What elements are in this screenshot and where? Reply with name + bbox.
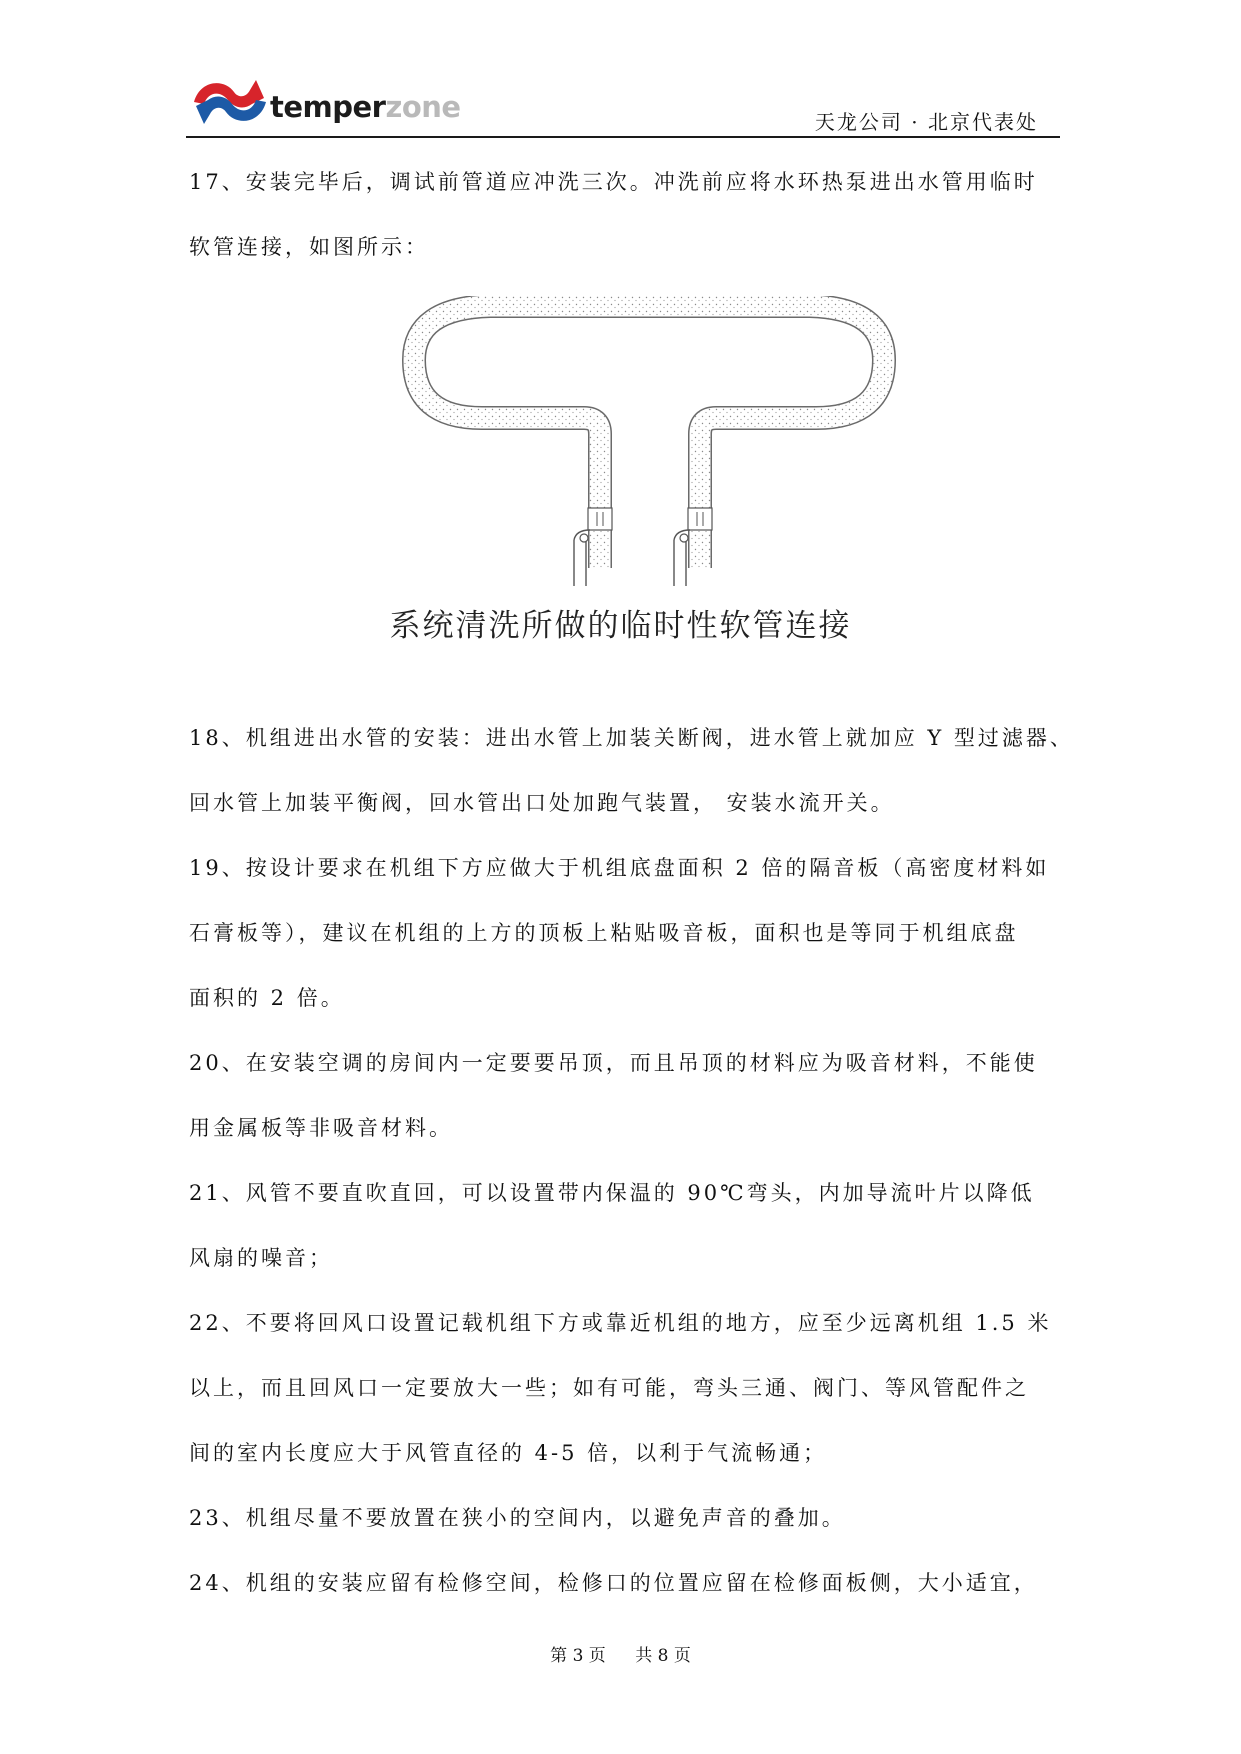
text-line: 24、机组的安装应留有检修空间，检修口的位置应留在检修面板侧，大小适宜， xyxy=(189,1571,1038,1595)
page-number: 第 3 页 xyxy=(550,1646,606,1666)
text-line: 22、不要将回风口设置记载机组下方或靠近机组的地方，应至少远离机组 1.5 米 xyxy=(189,1311,1052,1335)
text-line: 间的室内长度应大于风管直径的 4-5 倍，以利于气流畅通； xyxy=(189,1441,828,1465)
text-line: 18、机组进出水管的安装：进出水管上加装关断阀，进水管上就加应 Y 型过滤器、 xyxy=(189,726,1074,750)
paragraph-19 xyxy=(189,836,1059,1031)
text-line: 19、按设计要求在机组下方应做大于机组底盘面积 2 倍的隔音板（高密度材料如 xyxy=(189,856,1050,880)
text-line: 以上，而且回风口一定要放大一些；如有可能，弯头三通、阀门、等风管配件之 xyxy=(189,1376,1029,1400)
header-office-name: 天龙公司 · 北京代表处 xyxy=(814,110,1038,134)
paragraph-20 xyxy=(189,1031,1059,1161)
paragraph-21 xyxy=(189,1161,1059,1291)
company-logo xyxy=(190,74,461,130)
text-line: 风扇的噪音； xyxy=(189,1246,333,1270)
paragraph-23 xyxy=(189,1486,1059,1551)
text-line: 23、机组尽量不要放置在狭小的空间内，以避免声音的叠加。 xyxy=(189,1506,846,1530)
text-line: 软管连接，如图所示： xyxy=(189,235,429,259)
logo-text-a: temper xyxy=(270,90,386,124)
logo-swirl-icon xyxy=(190,74,270,130)
header-divider xyxy=(186,136,1060,138)
paragraph-17 xyxy=(189,150,1059,280)
text-line: 17、安装完毕后，调试前管道应冲洗三次。冲洗前应将水环热泵进出水管用临时 xyxy=(189,170,1038,194)
page-footer xyxy=(0,1641,1241,1666)
text-line: 21、风管不要直吹直回，可以设置带内保温的 90℃弯头，内加导流叶片以降低 xyxy=(189,1181,1035,1205)
hose-loop-diagram xyxy=(400,296,900,586)
text-line: 用金属板等非吸音材料。 xyxy=(189,1116,453,1140)
text-line: 石膏板等），建议在机组的上方的顶板上粘贴吸音板，面积也是等同于机组底盘 xyxy=(189,921,1019,945)
figure-caption: 系统清洗所做的临时性软管连接 xyxy=(389,608,852,644)
text-line: 20、在安装空调的房间内一定要要吊顶，而且吊顶的材料应为吸音材料，不能使 xyxy=(189,1051,1038,1075)
text-line: 面积的 2 倍。 xyxy=(189,986,345,1010)
paragraph-22 xyxy=(189,1291,1059,1486)
logo-text-b: zone xyxy=(385,90,461,124)
paragraph-18 xyxy=(189,706,1074,836)
page-total: 共 8 页 xyxy=(635,1646,691,1666)
paragraph-24 xyxy=(189,1551,1059,1616)
logo-wordmark xyxy=(270,90,461,124)
text-line: 回水管上加装平衡阀，回水管出口处加跑气装置， 安装水流开关。 xyxy=(189,791,895,815)
